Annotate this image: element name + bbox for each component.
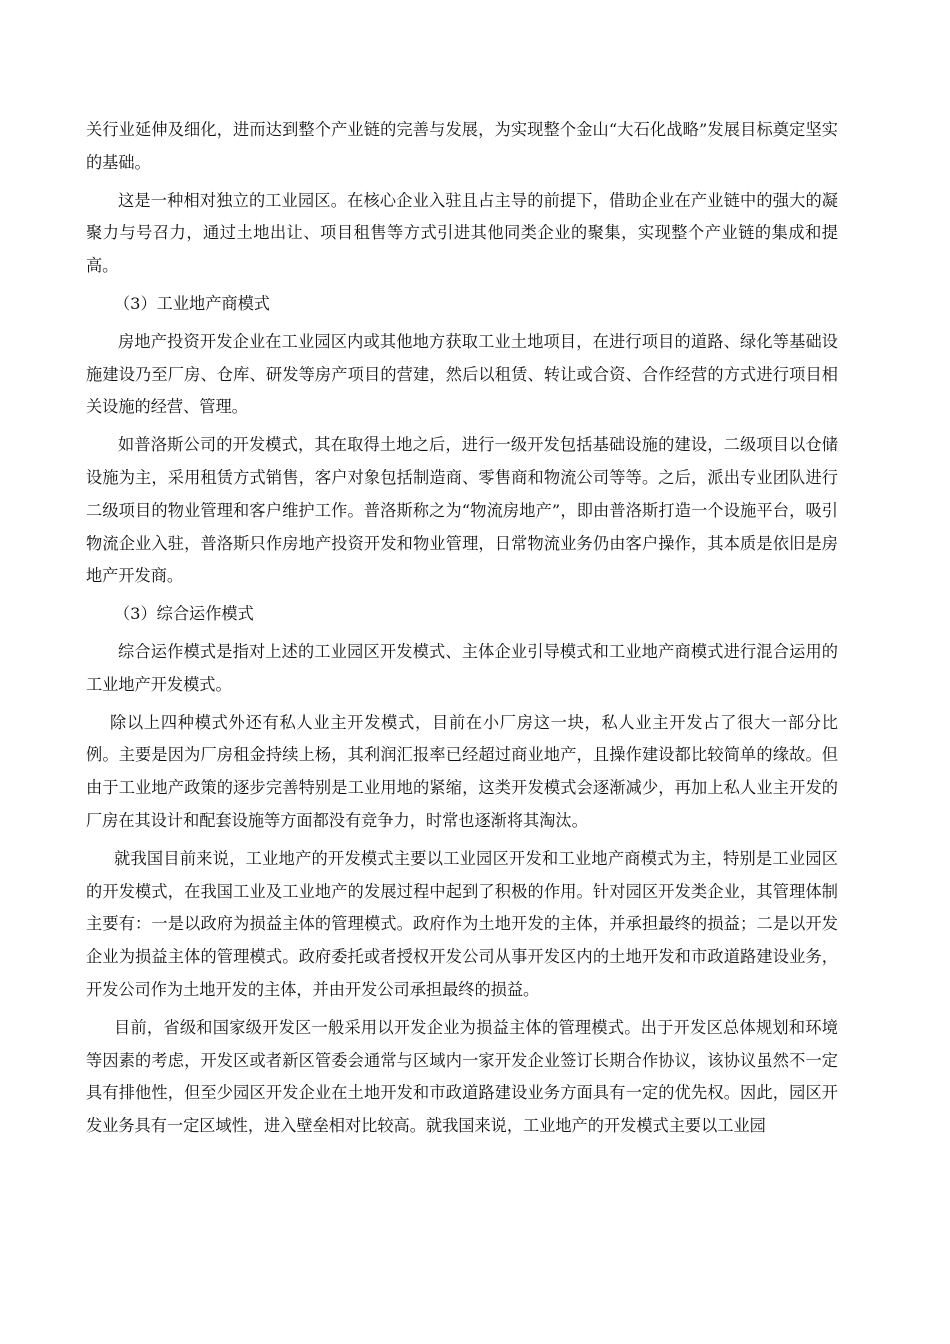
paragraph-7: 就我国目前来说，工业地产的开发模式主要以工业园区开发和工业地产商模式为主，特别是工业园区的开发模式，在我国工业及工业地产的发展过程中起到了积极的作用。针对园区开发类企业，其管理体制主要有：一是以政府为损益主体的管理模式。政府作为土地开发的主体，并承担最终的损益；二是以开发企业为损益主体的管理模式。政府委托或者授权开发公司从事开发区内的土地开发和市政道路建设业务，开发公司作为土地开发的主体，并由开发公司承担最终的损益。 [86, 848, 838, 999]
paragraph-2: 这是一种相对独立的工业园区。在核心企业入驻且占主导的前提下，借助企业在产业链中的强大的凝聚力与号召力，通过土地出让、项目租售等方式引进其他同类企业的聚集，实现整个产业链的集成和提高。 [86, 190, 838, 276]
paragraph-4: 如普洛斯公司的开发模式，其在取得土地之后，进行一级开发包括基础设施的建设，二级项目以仓储设施为主，采用租赁方式销售，客户对象包括制造商、零售商和物流公司等等。之后，派出专业团队进行二级项目的物业管理和客户维护工作。普洛斯称之为“物流房地产”，即由普洛斯打造一个设施平台，吸引物流企业入驻，普洛斯只作房地产投资开发和物业管理，日常物流业务仍由客户操作，其本质是依旧是房地产开发商。 [86, 435, 838, 586]
paragraph-6: 除以上四种模式外还有私人业主开发模式，目前在小厂房这一块，私人业主开发占了很大一部分比例。主要是因为厂房租金持续上杨，其利润汇报率已经超过商业地产，且操作建设都比较简单的缘故。但由于工业地产政策的逐步完善特别是工业用地的紧缩，这类开发模式会逐渐减少，再加上私人业主开发的厂房在其设计和配套设施等方面都没有竞争力，时常也逐渐将其淘汰。 [86, 712, 838, 830]
document-body [86, 114, 838, 1143]
paragraph-5: 综合运作模式是指对上述的工业园区开发模式、主体企业引导模式和工业地产商模式进行混合运用的工业地产开发模式。 [86, 641, 838, 694]
paragraph-1: 关行业延伸及细化，进而达到整个产业链的完善与发展，为实现整个金山“大石化战略”发展目标奠定坚实的基础。 [86, 120, 838, 172]
section-heading-industrial-developer: （3）工业地产商模式 [114, 293, 270, 313]
paragraph-3: 房地产投资开发企业在工业园区内或其他地方获取工业土地项目，在进行项目的道路、绿化等基础设施建设乃至厂房、仓库、研发等房产项目的营建，然后以租赁、转让或合资、合作经营的方式进行项目相关设施的经营、管理。 [86, 331, 838, 417]
paragraph-8: 目前，省级和国家级开发区一般采用以开发企业为损益主体的管理模式。出于开发区总体规划和环境等因素的考虑，开发区或者新区管委会通常与区域内一家开发企业签订长期合作协议，该协议虽然不一定具有排他性，但至少园区开发企业在土地开发和市政道路建设业务方面具有一定的优先权。因此，园区开发业务具有一定区域性，进入壁垒相对比较高。就我国来说，工业地产的开发模式主要以工业园 [86, 1017, 838, 1136]
section-heading-integrated-mode: （3）综合运作模式 [114, 604, 254, 624]
